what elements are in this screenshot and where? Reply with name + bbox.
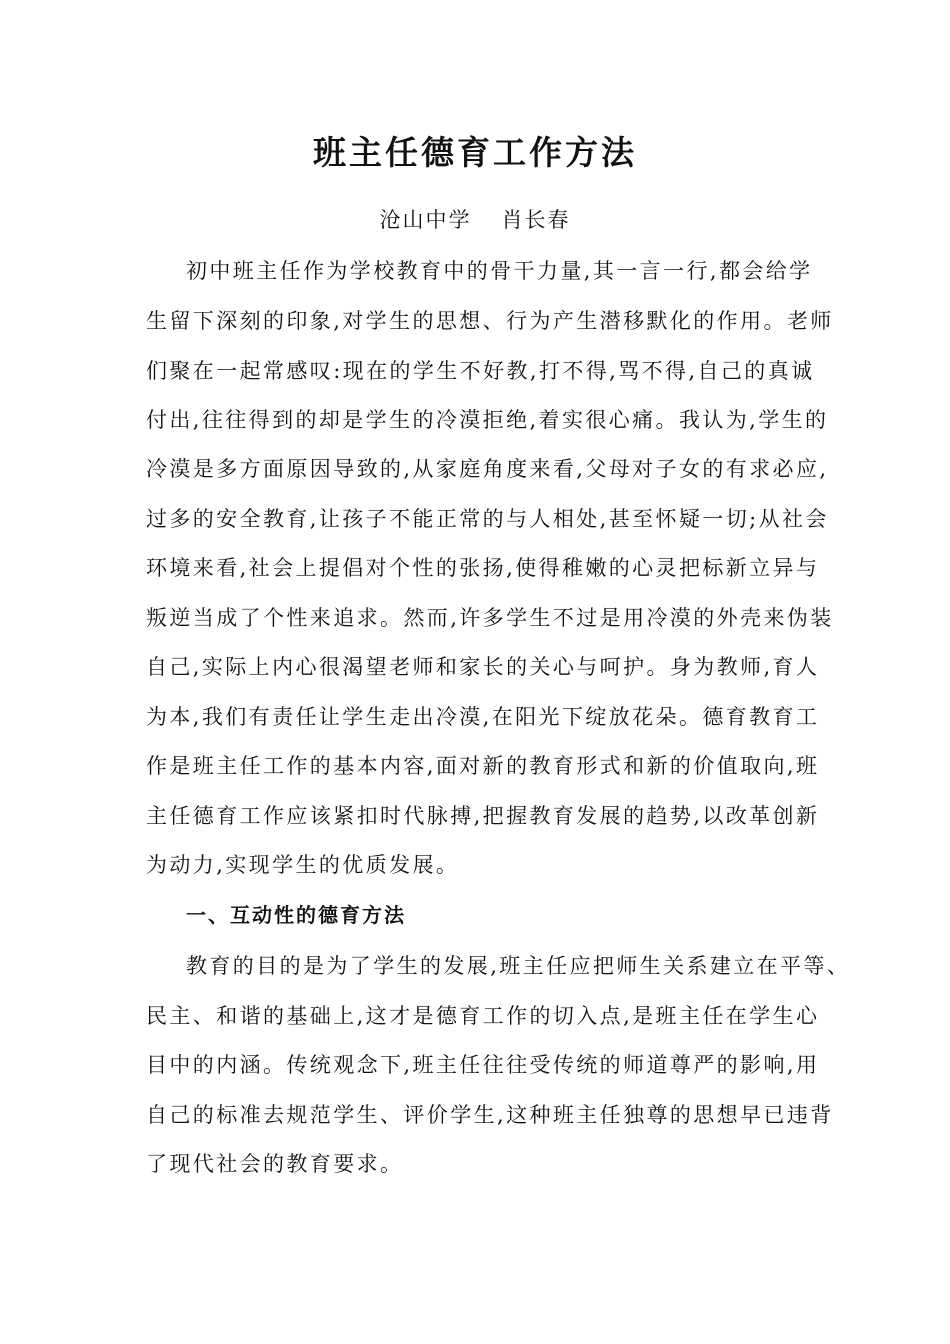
paragraph-line: 为本,我们有责任让学生走出冷漠,在阳光下绽放花朵。德育教育工 — [146, 705, 820, 729]
paragraph-line: 教育的目的是为了学生的发展,班主任应把师生关系建立在平等、 — [186, 954, 851, 978]
paragraph-line: 初中班主任作为学校教育中的骨干力量,其一言一行,都会给学 — [186, 259, 813, 283]
paragraph-line: 主任德育工作应该紧扣时代脉搏,把握教育发展的趋势,以改革创新 — [146, 804, 820, 828]
paragraph-line: 为动力,实现学生的优质发展。 — [146, 853, 460, 877]
paragraph-line: 作是班主任工作的基本内容,面对新的教育形式和新的价值取向,班 — [146, 754, 820, 778]
paragraph-line: 环境来看,社会上提倡对个性的张扬,使得稚嫩的心灵把标新立异与 — [146, 556, 820, 580]
paragraph-line: 自己的标准去规范学生、评价学生,这种班主任独尊的思想早已违背 — [146, 1103, 834, 1127]
paragraph-line: 了现代社会的教育要求。 — [146, 1152, 404, 1176]
paragraph-line: 目中的内涵。传统观念下,班主任往往受传统的师道尊严的影响,用 — [146, 1053, 820, 1077]
document-title: 班主任德育工作方法 — [313, 133, 637, 172]
school-name: 沧山中学 — [379, 208, 472, 232]
paragraph-line: 叛逆当成了个性来追求。然而,许多学生不过是用冷漠的外壳来伪装 — [146, 606, 834, 630]
section-heading: 一、互动性的德育方法 — [186, 903, 406, 927]
paragraph-line: 冷漠是多方面原因导致的,从家庭角度来看,父母对子女的有求必应, — [146, 457, 829, 481]
author-name: 肖长春 — [501, 208, 571, 232]
paragraph-line: 付出,往往得到的却是学生的冷漠拒绝,着实很心痛。我认为,学生的 — [146, 408, 829, 432]
paragraph-line: 过多的安全教育,让孩子不能正常的与人相处,甚至怀疑一切;从社会 — [146, 507, 829, 531]
paragraph-line: 民主、和谐的基础上,这才是德育工作的切入点,是班主任在学生心 — [146, 1004, 820, 1028]
byline — [0, 204, 950, 236]
paragraph-line: 自己,实际上内心很渴望老师和家长的关心与呵护。身为教师,育人 — [146, 655, 820, 679]
paragraph-line: 们聚在一起常感叹:现在的学生不好教,打不得,骂不得,自己的真诚 — [146, 359, 815, 383]
paragraph-line: 生留下深刻的印象,对学生的思想、行为产生潜移默化的作用。老师 — [146, 309, 834, 333]
